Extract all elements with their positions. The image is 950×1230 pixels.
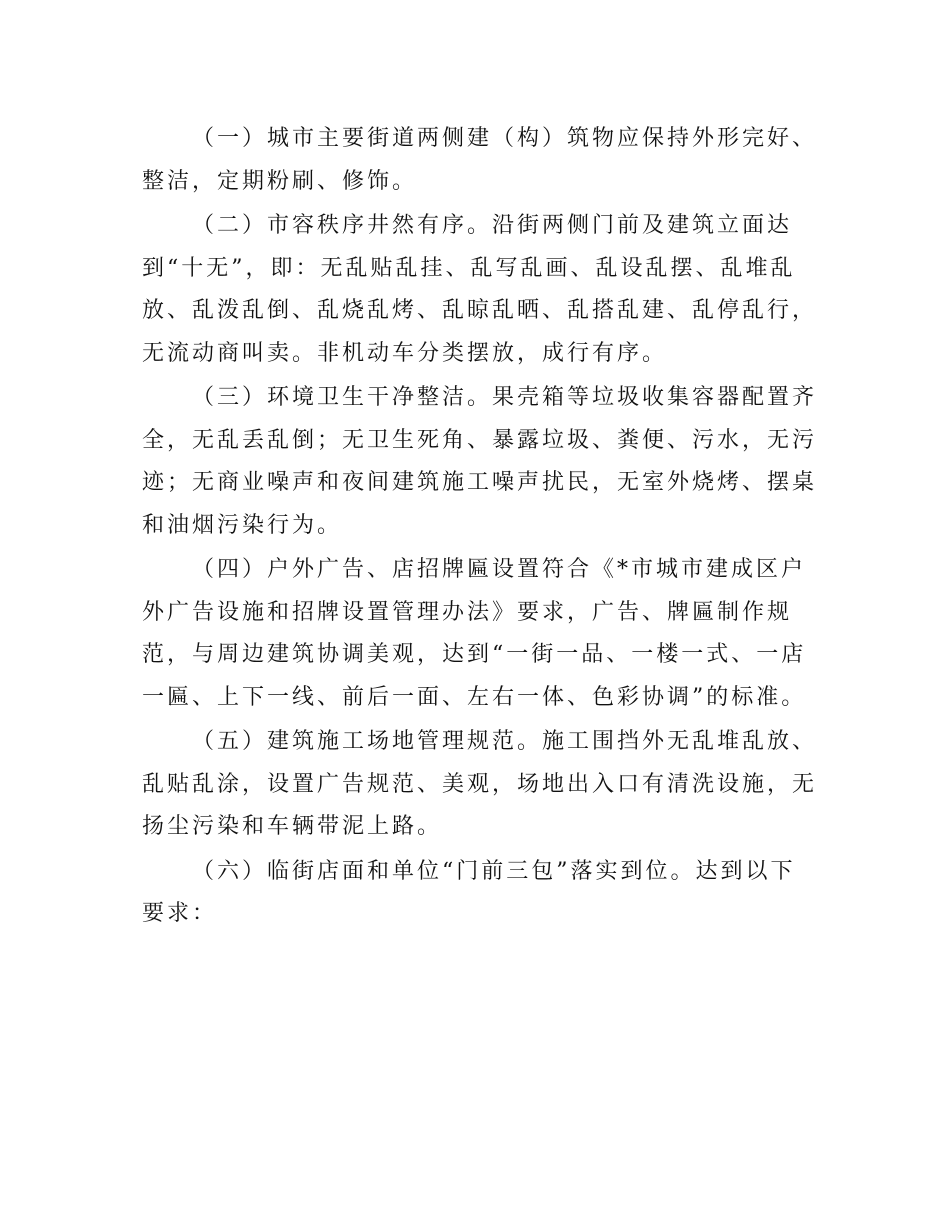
paragraph-2: [142, 205, 818, 375]
document-page: [142, 118, 818, 938]
paragraph-line: 全，无乱丢乱倒；无卫生死角、暴露垃圾、粪便、污水，无污: [142, 427, 818, 453]
paragraph-line: （一）城市主要街道两侧建（构）筑物应保持外形完好、: [192, 126, 818, 151]
paragraph-line: 和油烟污染行为。: [142, 512, 343, 538]
paragraph-line: 到“十无”，即：无乱贴乱挂、乱写乱画、乱设乱摆、乱堆乱: [142, 255, 796, 281]
paragraph-5: [142, 721, 818, 849]
paragraph-line: （四）户外广告、店招牌匾设置符合《*市城市建成区户: [192, 557, 807, 582]
paragraph-line: 范，与周边建筑协调美观，达到“一街一品、一楼一式、一店: [142, 642, 807, 667]
paragraph-line: 要求：: [142, 901, 218, 926]
paragraph-line: （五）建筑施工场地管理规范。施工围挡外无乱堆乱放、: [192, 729, 818, 754]
paragraph-line: 无流动商叫卖。非机动车分类摆放，成行有序。: [142, 340, 668, 366]
paragraph-line: 放、乱泼乱倒、乱烧乱烤、乱晾乱晒、乱搭乱建、乱停乱行，: [142, 298, 818, 323]
paragraph-line: 乱贴乱涂，设置广告规范、美观，场地出入口有清洗设施，无: [142, 771, 818, 797]
paragraph-3: [142, 377, 818, 547]
paragraph-line: 扬尘污染和车辆带泥上路。: [142, 814, 443, 839]
paragraph-line: 一匾、上下一线、前后一面、左右一体、色彩协调”的标准。: [142, 684, 807, 710]
paragraph-line: （二）市容秩序井然有序。沿街两侧门前及建筑立面达: [192, 213, 793, 238]
paragraph-line: 整洁，定期粉刷、修饰。: [142, 168, 418, 194]
paragraph-line: 迹；无商业噪声和夜间建筑施工噪声扰民，无室外烧烤、摆桌: [142, 470, 818, 495]
paragraph-1: [142, 118, 818, 203]
paragraph-6: [142, 851, 812, 936]
paragraph-line: （三）环境卫生干净整洁。果壳箱等垃圾收集容器配置齐: [192, 385, 818, 410]
paragraph-4: [142, 549, 812, 719]
paragraph-line: 外广告设施和招牌设置管理办法》要求，广告、牌匾制作规: [142, 599, 793, 625]
paragraph-line: （六）临街店面和单位“门前三包”落实到位。达到以下: [192, 858, 796, 884]
